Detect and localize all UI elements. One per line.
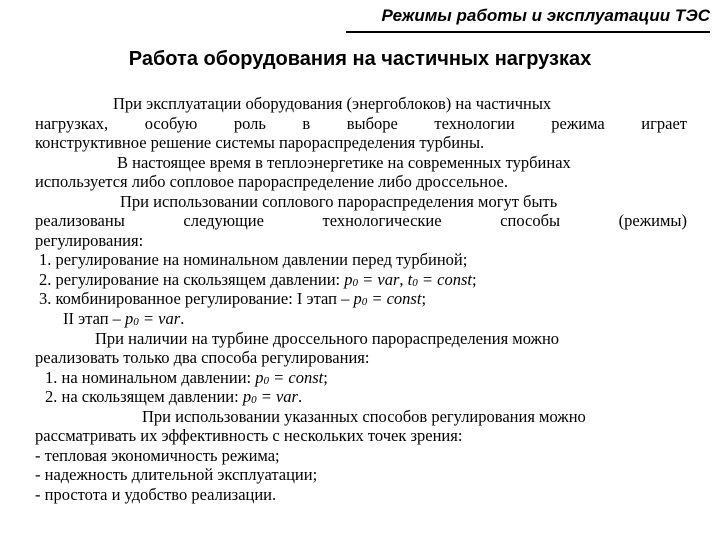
list-item: 2. на скользящем давлении: $p_0$ = var. [45,387,303,407]
list-item: 1. на номинальном давлении: $p_0$ = const; [45,367,328,387]
paragraph-line: При использовании указанных способов регулирования можно [142,406,586,426]
paragraph-line: При использовании соплового парораспределения могут быть [120,191,558,211]
list-item: - надежность длительной эксплуатации; [35,465,318,485]
paragraph-line: регулирования: [35,230,144,250]
list-item: 1. регулирование на номинальном давлении перед турбиной; [39,250,468,270]
paragraph-line: нагрузках, особую роль в выборе технологии режима играет [35,113,687,133]
paragraph-line: конструктивное решение системы парораспределения турбины. [35,133,485,153]
list-item-text: 3. комбинированное регулирование: I этап – [39,289,354,309]
list-item: II этап – $p_0$ = var. [63,309,185,329]
list-item: - простота и удобство реализации. [35,484,277,504]
list-item-text: II этап – [63,309,126,329]
paragraph-line: В настоящее время в теплоэнергетике на современных турбинах [117,152,571,172]
paragraph-line: реализованы следующие технологические способы (режимы) [35,211,687,231]
formula-p0-var: $p_0$ = var [242,387,298,407]
header-underline [346,31,710,33]
list-item-text: 1. на номинальном давлении: [45,367,256,387]
list-item: 3. комбинированное регулирование: I этап – $p_0$ = const; [39,289,427,309]
list-item-text: 2. на скользящем давлении: [45,387,243,407]
formula-p0-const: $p_0$ = const [353,289,422,309]
paragraph-line: При эксплуатации оборудования (энергоблоков) на частичных [113,94,552,113]
slide-header: Режимы работы и эксплуатации ТЭС [381,6,710,25]
formula-p0-var: $p_0$ = var [125,309,181,329]
formula-p0-var: $p_0$ = var [344,269,400,289]
formula-t0-const: $t_0$ = const [407,269,472,289]
paragraph-line: реализовать только два способа регулирования: [35,348,370,368]
paragraph-line: рассматривать их эффективность с нескольких точек зрения: [35,426,463,446]
paragraph-line: используется либо сопловое парораспределение либо дроссельное. [35,172,508,192]
list-item: - тепловая экономичность режима; [35,445,280,465]
paragraph-line: При наличии на турбине дроссельного парораспределения можно [95,328,560,348]
list-item-text: 2. регулирование на скользящем давлении: [39,269,345,289]
formula-p0-const: $p_0$ = const [255,367,324,387]
slide-title: Работа оборудования на частичных нагрузках [128,48,592,70]
document-body [35,94,687,504]
list-item: 2. регулирование на скользящем давлении: $p_0$ = var, $t_0$ = const; [39,269,477,289]
